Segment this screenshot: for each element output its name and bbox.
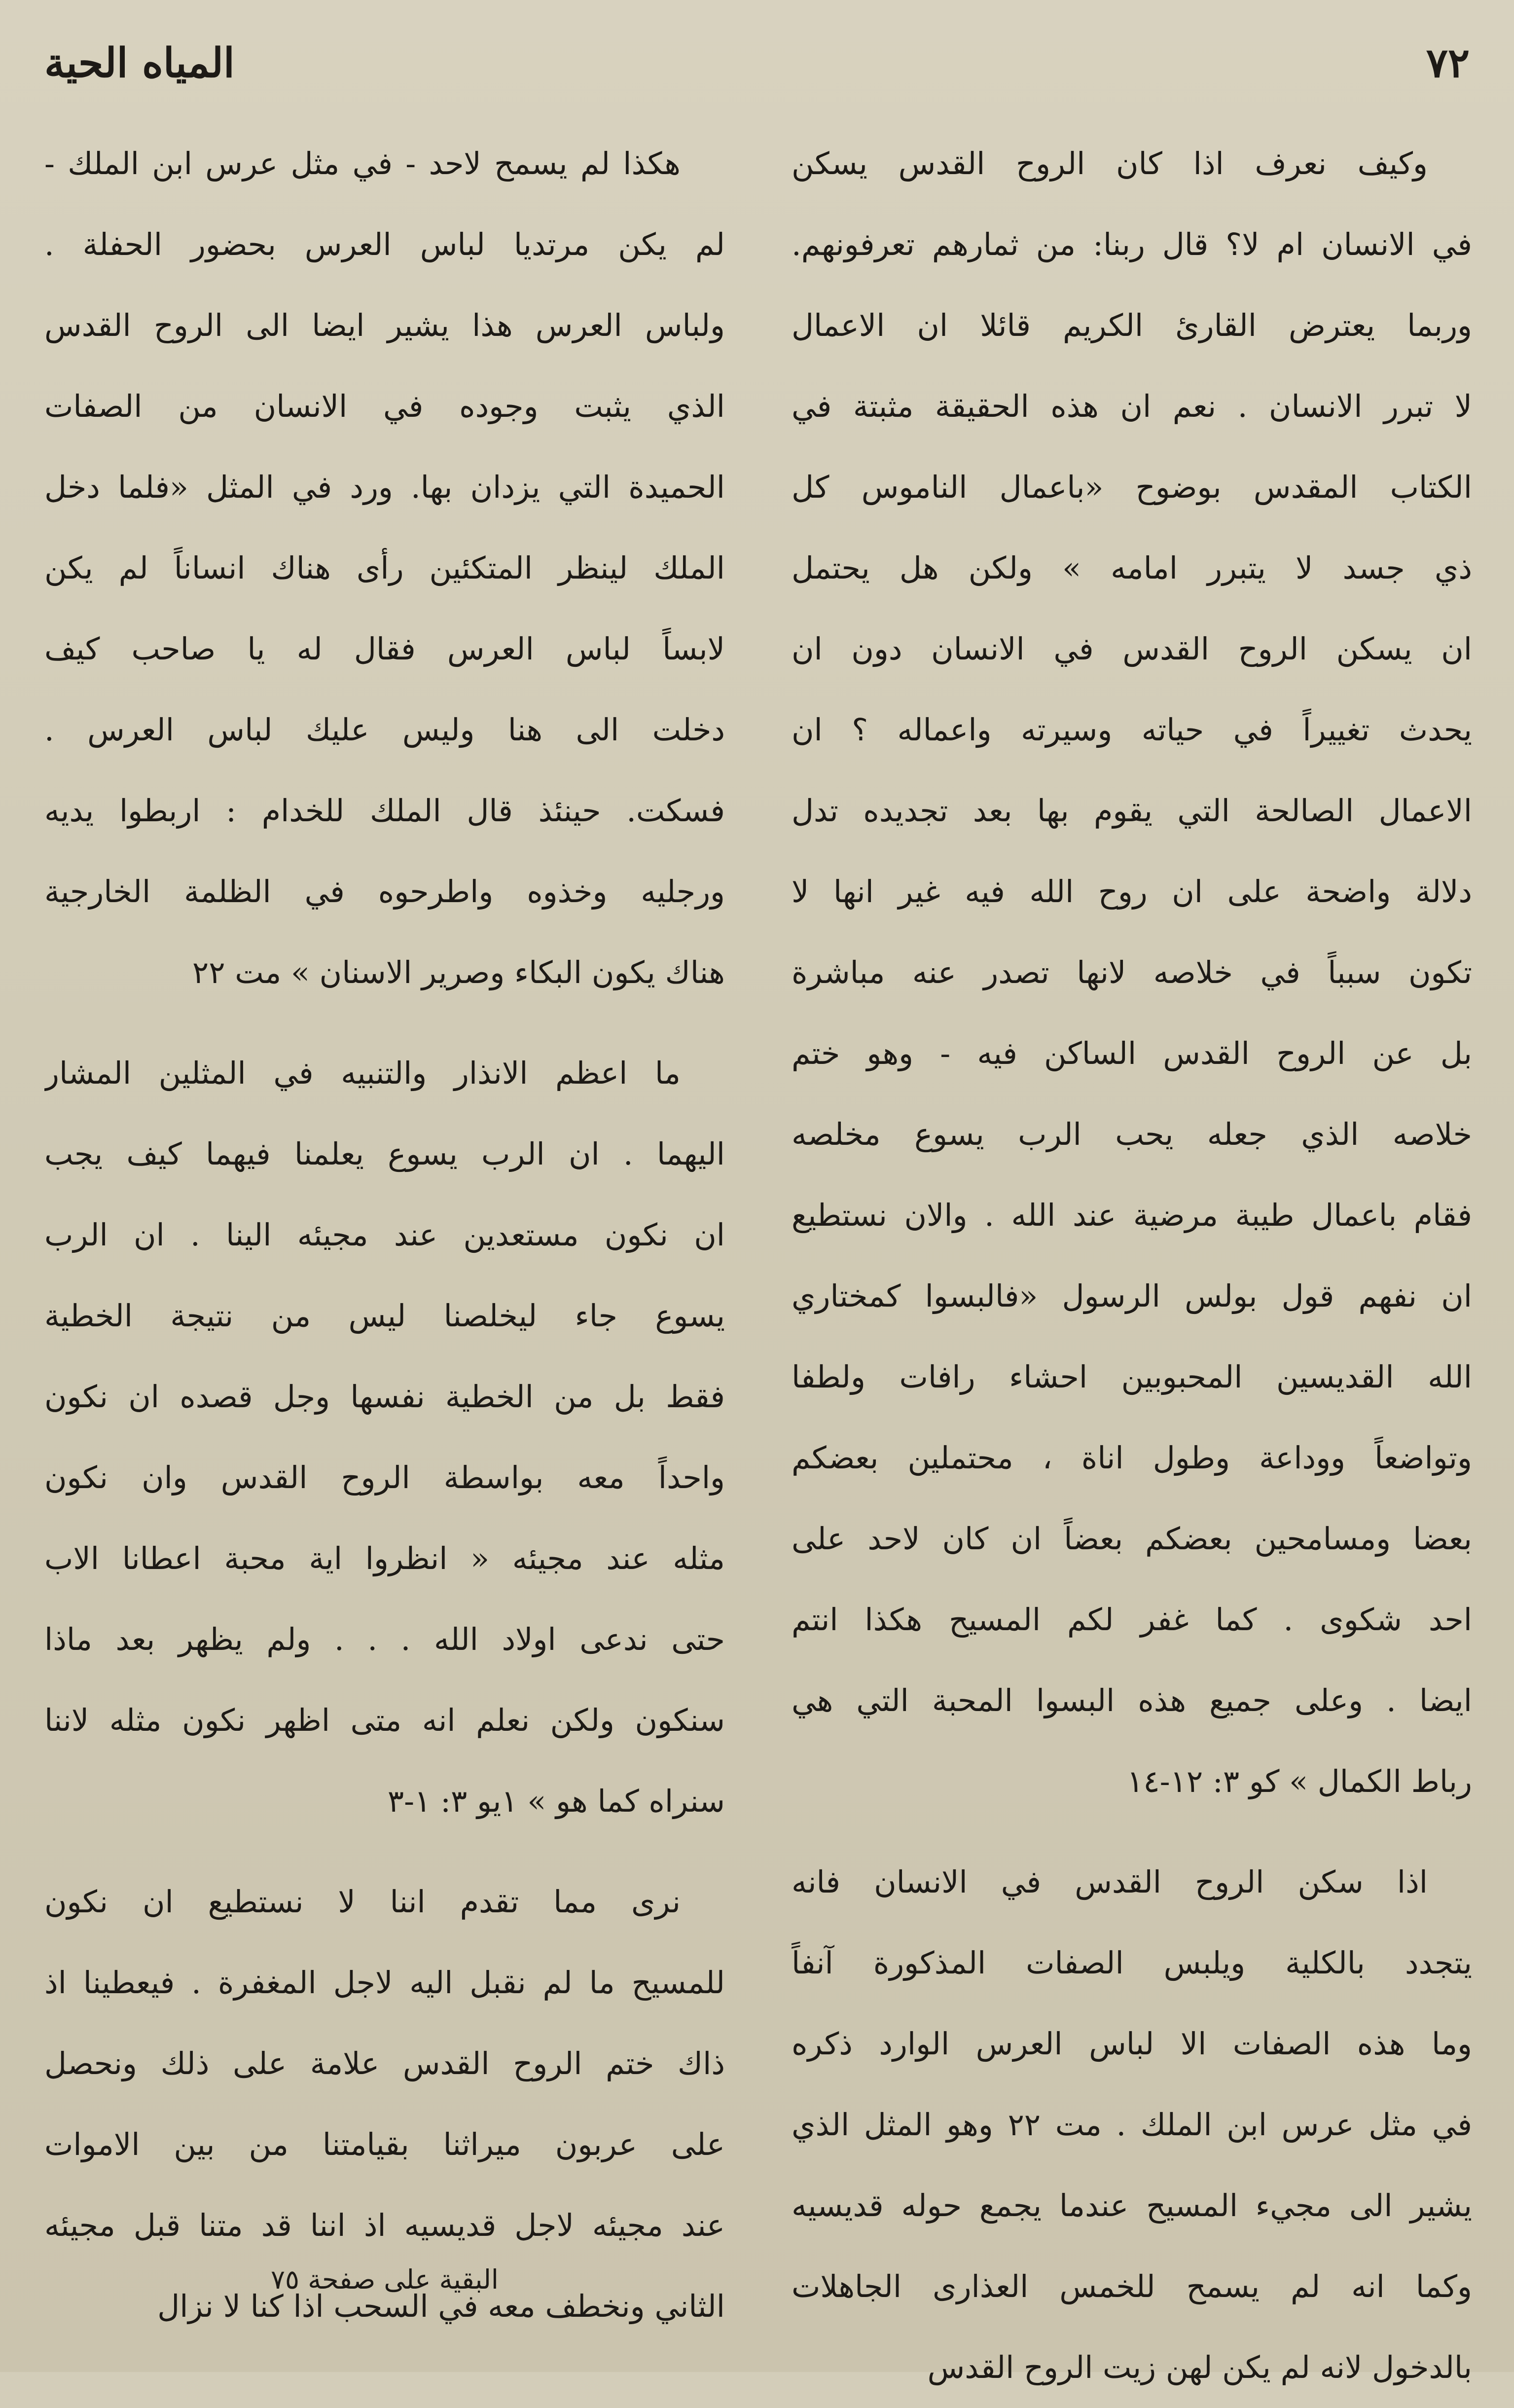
text-line: وربما يعترض القارئ الكريم قائلا ان الاعمال bbox=[792, 307, 1472, 343]
running-title: المياه الحية bbox=[44, 39, 235, 87]
text-line: سنكون ولكن نعلم انه متى اظهر نكون مثله لاننا bbox=[44, 1702, 725, 1738]
text-line: خلاصه الذي جعله يحب الرب يسوع مخلصه bbox=[792, 1116, 1472, 1152]
paragraph bbox=[792, 123, 1472, 1822]
text-line: ذي جسد لا يتبرر امامه » ولكن هل يحتمل bbox=[792, 550, 1472, 586]
text-line: يتجدد بالكلية ويلبس الصفات المذكورة آنفاً bbox=[792, 1945, 1472, 1981]
text-line: هكذا لم يسمح لاحد - في مثل عرس ابن الملك - bbox=[44, 146, 681, 182]
text-line: الكتاب المقدس بوضوح «باعمال الناموس كل bbox=[792, 469, 1472, 505]
page-number: ٧٢ bbox=[1426, 39, 1470, 87]
text-line: لابساً لباس العرس فقال له يا صاحب كيف bbox=[44, 631, 725, 667]
text-line: فقام باعمال طيبة مرضية عند الله . والان نستطيع bbox=[792, 1197, 1472, 1233]
paragraph bbox=[792, 1842, 1472, 2408]
paragraph-gap bbox=[44, 1842, 725, 1861]
text-line: عند مجيئه لاجل قديسيه اذ اننا قد متنا قبل مجيئه bbox=[44, 2207, 725, 2243]
text-line: الملك لينظر المتكئين رأى هناك انساناً لم يكن bbox=[44, 550, 725, 586]
text-line: واحداً معه بواسطة الروح القدس وان نكون bbox=[44, 1459, 725, 1496]
text-line: ايضا . وعلى جميع هذه البسوا المحبة التي هي bbox=[792, 1682, 1472, 1718]
paragraph bbox=[44, 1033, 725, 1842]
text-line: يسوع جاء ليخلصنا ليس من نتيجة الخطية bbox=[44, 1298, 725, 1334]
text-line: اذا سكن الروح القدس في الانسان فانه bbox=[792, 1864, 1428, 1900]
text-line: سنراه كما هو » ١يو ٣: ١-٣ bbox=[387, 1783, 725, 1819]
paragraph-gap bbox=[44, 1013, 725, 1033]
text-line: ولباس العرس هذا يشير ايضا الى الروح القدس bbox=[44, 307, 725, 343]
text-line: بل عن الروح القدس الساكن فيه - وهو ختم bbox=[792, 1035, 1472, 1071]
text-line: ان نكون مستعدين عند مجيئه الينا . ان الرب bbox=[44, 1217, 725, 1253]
text-line: الحميدة التي يزدان بها. ورد في المثل «فلما دخل bbox=[44, 469, 725, 505]
text-line: بالدخول لانه لم يكن لهن زيت الروح القدس bbox=[927, 2349, 1472, 2385]
page-header bbox=[44, 39, 1470, 109]
text-line: دلالة واضحة على ان روح الله فيه غير انها لا bbox=[792, 874, 1472, 910]
text-line: لم يكن مرتديا لباس العرس بحضور الحفلة . bbox=[44, 226, 725, 262]
text-line: ذاك ختم الروح القدس علامة على ذلك ونحصل bbox=[44, 2045, 725, 2081]
text-line: في الانسان ام لا؟ قال ربنا: من ثمارهم تعرفونهم. bbox=[792, 226, 1472, 262]
text-line: ما اعظم الانذار والتنبيه في المثلين المشار bbox=[44, 1055, 681, 1091]
text-line: نرى مما تقدم اننا لا نستطيع ان نكون bbox=[44, 1884, 681, 1920]
text-line: الاعمال الصالحة التي يقوم بها بعد تجديده تدل bbox=[792, 793, 1472, 829]
right-column bbox=[792, 123, 1472, 2408]
text-line: وما هذه الصفات الا لباس العرس الوارد ذكره bbox=[792, 2026, 1472, 2062]
paragraph bbox=[44, 123, 725, 1013]
text-line: الثاني ونخطف معه في السحب اذا كنا لا نزال bbox=[157, 2288, 725, 2324]
text-line: وكما انه لم يسمح للخمس العذارى الجاهلات bbox=[792, 2268, 1472, 2304]
text-line: ورجليه وخذوه واطرحوه في الظلمة الخارجية bbox=[44, 874, 725, 910]
text-line: في مثل عرس ابن الملك . مت ٢٢ وهو المثل الذي bbox=[792, 2107, 1472, 2143]
text-line: لا تبرر الانسان . نعم ان هذه الحقيقة مثبتة في bbox=[792, 388, 1472, 424]
text-line: وكيف نعرف اذا كان الروح القدس يسكن bbox=[792, 146, 1428, 182]
text-line: فسكت. حينئذ قال الملك للخدام : اربطوا يديه bbox=[44, 793, 725, 829]
text-line: على عربون ميراثنا بقيامتنا من بين الاموات bbox=[44, 2126, 725, 2162]
continuation-note: البقية على صفحة ٧٥ bbox=[271, 2264, 499, 2295]
text-line: الذي يثبت وجوده في الانسان من الصفات bbox=[44, 388, 725, 424]
text-line: هناك يكون البكاء وصرير الاسنان » مت ٢٢ bbox=[192, 954, 725, 990]
text-line: رباط الكمال » كو ٣: ١٢-١٤ bbox=[1127, 1763, 1472, 1799]
paragraph-gap bbox=[792, 1822, 1472, 1842]
text-line: دخلت الى هنا وليس عليك لباس العرس . bbox=[44, 712, 725, 748]
text-line: ان يسكن الروح القدس في الانسان دون ان bbox=[792, 631, 1472, 667]
text-line: يشير الى مجيء المسيح عندما يجمع حوله قديسيه bbox=[792, 2188, 1472, 2224]
text-line: احد شكوى . كما غفر لكم المسيح هكذا انتم bbox=[792, 1602, 1472, 1638]
text-line: حتى ندعى اولاد الله . . . ولم يظهر بعد ماذا bbox=[44, 1621, 725, 1657]
text-line: يحدث تغييراً في حياته وسيرته واعماله ؟ ان bbox=[792, 712, 1472, 748]
text-line: وتواضعاً ووداعة وطول اناة ، محتملين بعضكم bbox=[792, 1440, 1472, 1476]
text-line: بعضا ومسامحين بعضكم بعضاً ان كان لاحد على bbox=[792, 1521, 1472, 1557]
text-line: تكون سبباً في خلاصه لانها تصدر عنه مباشرة bbox=[792, 954, 1472, 990]
text-line: مثله عند مجيئه « انظروا اية محبة اعطانا الاب bbox=[44, 1540, 725, 1576]
text-line: ان نفهم قول بولس الرسول «فالبسوا كمختاري bbox=[792, 1278, 1472, 1314]
left-column bbox=[44, 123, 725, 2347]
text-line: للمسيح ما لم نقبل اليه لاجل المغفرة . فيعطينا اذ bbox=[44, 1965, 725, 2001]
text-line: فقط بل من الخطية نفسها وجل قصده ان نكون bbox=[44, 1379, 725, 1415]
text-line: الله القديسين المحبوبين احشاء رافات ولطفا bbox=[792, 1359, 1472, 1395]
text-line: اليهما . ان الرب يسوع يعلمنا فيهما كيف يجب bbox=[44, 1136, 725, 1172]
